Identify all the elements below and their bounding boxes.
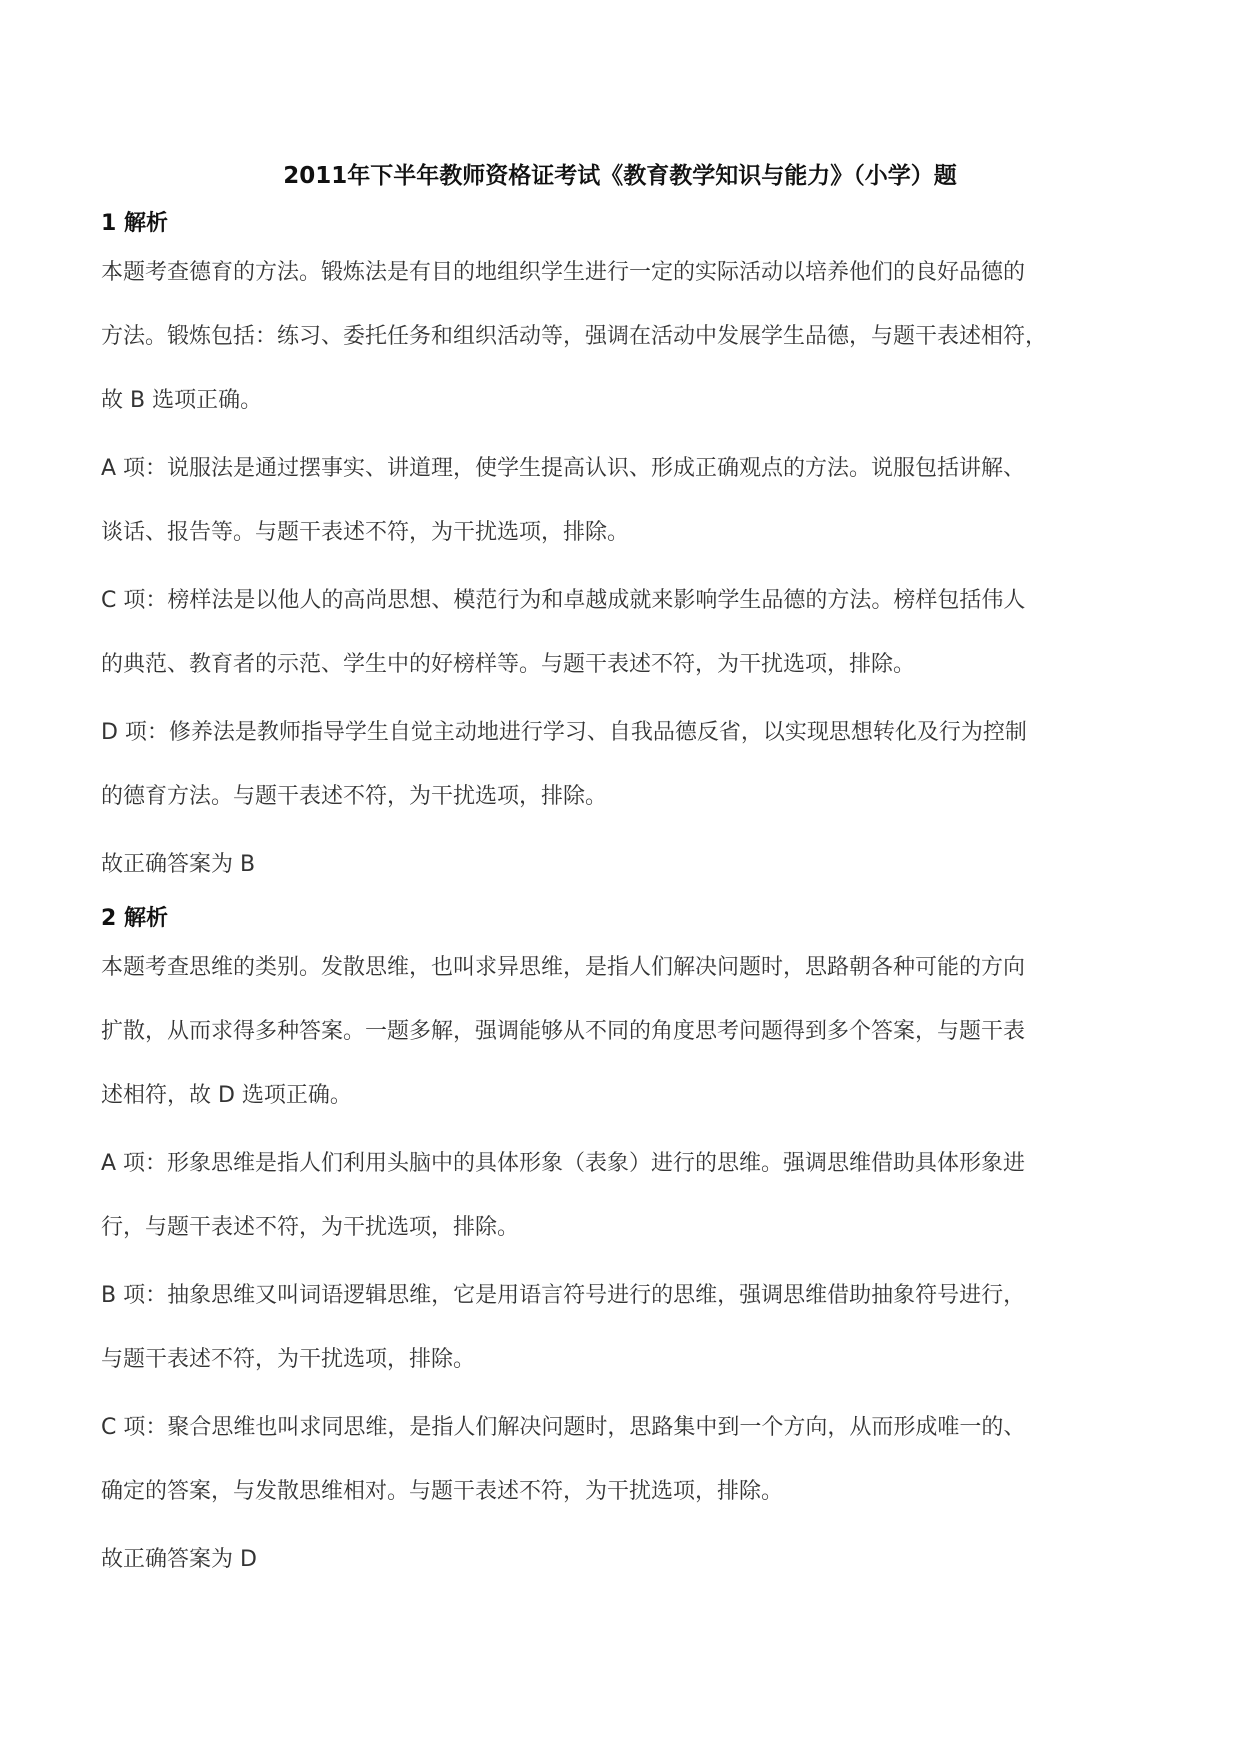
paragraph <box>101 833 1161 897</box>
section-heading: 1 解析 <box>101 211 168 236</box>
section-heading: 2 解析 <box>101 906 168 931</box>
paragraph <box>101 1132 1161 1260</box>
text-line: C 项：榜样法是以他人的高尚思想、模范行为和卓越成就来影响学生品德的方法。榜样包括伟人 <box>101 588 1026 613</box>
text-line: 谈话、报告等。与题干表述不符，为干扰选项，排除。 <box>101 520 630 545</box>
text-line: 方法。锻炼包括：练习、委托任务和组织活动等，强调在活动中发展学生品德，与题干表述相符， <box>101 324 1048 349</box>
text-line: 的德育方法。与题干表述不符，为干扰选项，排除。 <box>101 784 608 809</box>
text-line: C 项：聚合思维也叫求同思维，是指人们解决问题时，思路集中到一个方向，从而形成唯一的、 <box>101 1415 1026 1440</box>
text-line: 确定的答案，与发散思维相对。与题干表述不符，为干扰选项，排除。 <box>101 1479 784 1504</box>
text-line: A 项：说服法是通过摆事实、讲道理，使学生提高认识、形成正确观点的方法。说服包括讲解、 <box>101 456 1026 481</box>
text-line: 述相符，故 D 选项正确。 <box>101 1083 352 1108</box>
text-line: 行，与题干表述不符，为干扰选项，排除。 <box>101 1215 520 1240</box>
text-line: 故 B 选项正确。 <box>101 388 263 413</box>
text-line: B 项：抽象思维又叫词语逻辑思维，它是用语言符号进行的思维，强调思维借助抽象符号进行， <box>101 1283 1026 1308</box>
paragraph <box>101 569 1161 697</box>
paragraph <box>101 936 1161 1128</box>
document-title: 2011年下半年教师资格证考试《教育教学知识与能力》（小学）题 <box>283 163 957 189</box>
text-line: 与题干表述不符，为干扰选项，排除。 <box>101 1347 476 1372</box>
text-line: 扩散，从而求得多种答案。一题多解，强调能够从不同的角度思考问题得到多个答案，与题干表 <box>101 1019 1026 1044</box>
text-line: A 项：形象思维是指人们利用头脑中的具体形象（表象）进行的思维。强调思维借助具体形象进 <box>101 1151 1026 1176</box>
text-line: 的典范、教育者的示范、学生中的好榜样等。与题干表述不符，为干扰选项，排除。 <box>101 652 916 677</box>
text-line: 本题考查德育的方法。锻炼法是有目的地组织学生进行一定的实际活动以培养他们的良好品德的 <box>101 260 1026 285</box>
text-line: D 项：修养法是教师指导学生自觉主动地进行学习、自我品德反省，以实现思想转化及行为控制 <box>101 720 1027 745</box>
analysis-section-1 <box>101 207 1161 901</box>
text-line: 本题考查思维的类别。发散思维，也叫求异思维，是指人们解决问题时，思路朝各种可能的方向 <box>101 955 1026 980</box>
analysis-section-2 <box>101 902 1161 1596</box>
paragraph <box>101 1528 1161 1592</box>
text-line: 故正确答案为 D <box>101 1547 257 1572</box>
paragraph <box>101 1264 1161 1392</box>
text-line: 故正确答案为 B <box>101 852 256 877</box>
paragraph <box>101 1396 1161 1524</box>
paragraph <box>101 701 1161 829</box>
paragraph <box>101 241 1161 433</box>
paragraph <box>101 437 1161 565</box>
